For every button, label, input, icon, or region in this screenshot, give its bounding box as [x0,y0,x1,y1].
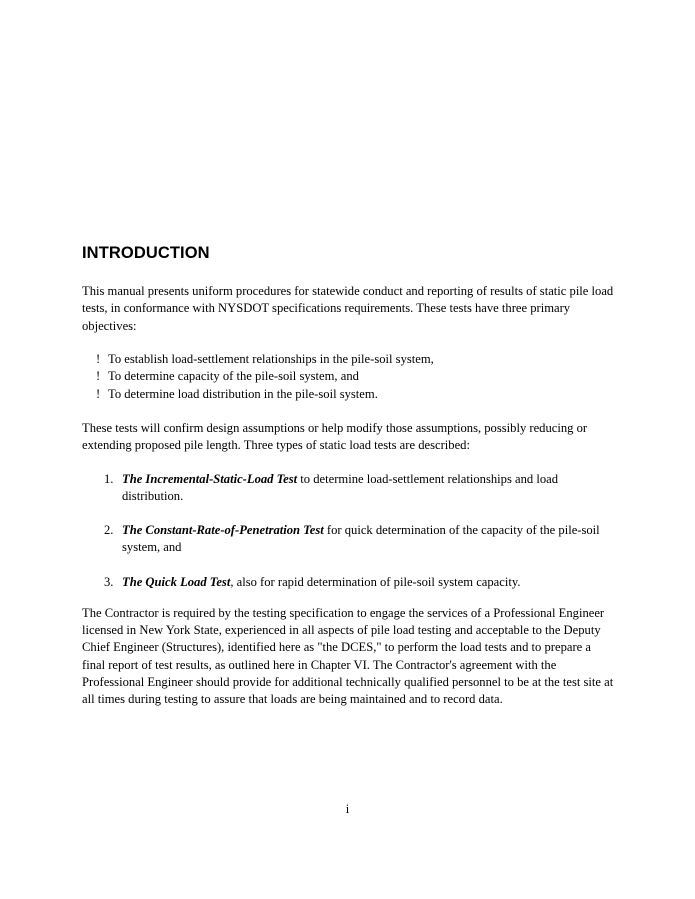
bullet-marker: ! [96,352,101,366]
page-number: i [345,802,350,816]
objective-item [96,386,434,403]
objective-text: To determine load distribution in the pile-soil system. [108,386,378,401]
section-heading: INTRODUCTION [82,244,210,262]
item-body [122,471,616,506]
closing-paragraph: The Contractor is required by the testing specification to engage the services of a Professional Engineer licensed in New York State, experienced in all aspects of pile load testing and acceptable to the Deputy Chief Engineer (Structures), identified here as "the DCES," to perform the load tests and to prepare a final report of test results, as outlined here in Chapter VI. The Contractor's agreement with the Professional Engineer should provide for additional technically qualified personnel to be at the test site at all times during testing to assure that loads are being maintained and to record data. [82,606,614,707]
test-type-description: for quick determination of the capacity of the pile-soil system, and [122,523,600,555]
objective-text: To establish load-settlement relationships in the pile-soil system, [108,352,434,366]
objective-item [96,368,434,385]
bullet-marker: ! [96,369,101,384]
test-type-item [104,574,616,591]
objective-item [96,351,434,368]
objectives-list [96,351,434,403]
types-intro-paragraph: These tests will confirm design assumptions or help modify those assumptions, possibly reducing or extending proposed pile length. Three types of static load tests are described: [82,421,588,453]
test-type-name: The Quick Load Test [122,575,231,589]
test-type-name: The Constant-Rate-of-Penetration Test [122,523,324,537]
test-type-description: to determine load-settlement relationships and load distribution. [122,472,559,504]
test-type-item [104,522,616,557]
item-body [122,522,616,557]
test-type-item [104,471,616,506]
test-type-description: , also for rapid determination of pile-soil system capacity. [230,575,521,589]
test-type-name: The Incremental-Static-Load Test [122,472,298,486]
item-body [122,574,616,591]
item-number: 2. [104,523,114,537]
intro-paragraph: This manual presents uniform procedures for statewide conduct and reporting of results of static pile load tests, in conformance with NYSDOT specifications requirements. These tests have three primary objectives: [82,284,614,333]
objective-text: To determine capacity of the pile-soil system, and [108,369,359,384]
item-number: 1. [104,472,114,486]
bullet-marker: ! [96,386,101,401]
item-number: 3. [104,575,114,589]
